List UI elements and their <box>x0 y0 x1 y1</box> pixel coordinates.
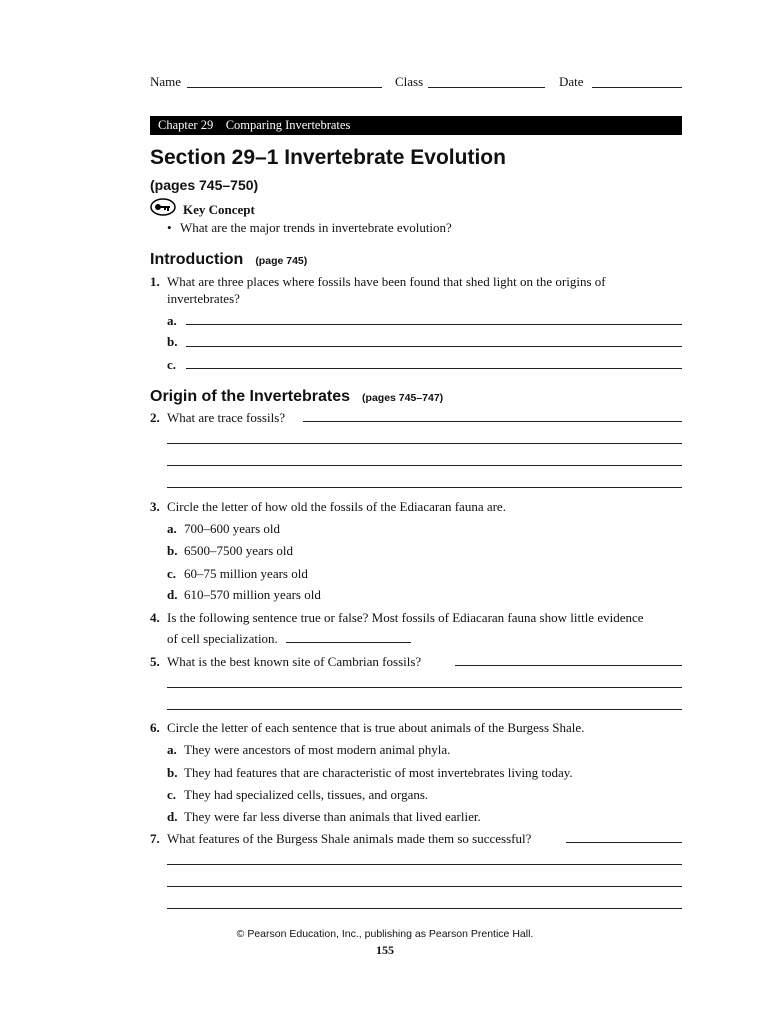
q6-option-c-letter: c. <box>167 787 177 802</box>
q5-answer-line-2[interactable] <box>167 687 682 688</box>
q7-text: What features of the Burgess Shale animals made them so successful? <box>167 831 532 846</box>
copyright-footer: © Pearson Education, Inc., publishing as Pearson Prentice Hall. <box>236 928 534 940</box>
q1-b-label: b. <box>167 334 178 349</box>
q4-text-line2: of cell specialization. <box>167 631 278 646</box>
q6-option-d-text[interactable]: They were far less diverse than animals that lived earlier. <box>184 809 481 824</box>
q3-option-b-text[interactable]: 6500–7500 years old <box>184 543 294 558</box>
q1-number: 1. <box>150 274 160 289</box>
q1-c-label: c. <box>167 357 177 372</box>
q7-answer-line-1[interactable] <box>566 842 682 843</box>
q5-text: What is the best known site of Cambrian fossils? <box>167 654 422 669</box>
name-label: Name <box>150 74 182 89</box>
q6-text: Circle the letter of each sentence that is true about animals of the Burgess Shale. <box>167 720 585 735</box>
q6-option-c-text[interactable]: They had specialized cells, tissues, and organs. <box>184 787 429 802</box>
q4-text-line1: Is the following sentence true or false? Most fossils of Ediacaran fauna show little evidence <box>167 610 644 625</box>
q7-answer-line-2[interactable] <box>167 864 682 865</box>
date-label: Date <box>559 74 584 89</box>
q3-option-a-letter: a. <box>167 521 177 536</box>
intro-heading-text: Introduction <box>150 251 244 268</box>
q2-answer-line-3[interactable] <box>167 465 682 466</box>
q6-option-b-letter: b. <box>167 765 178 780</box>
q3-option-c-letter: c. <box>167 566 177 581</box>
q6-number: 6. <box>150 720 160 735</box>
section-pages: (pages 745–750) <box>150 177 259 193</box>
q1-text-line2: invertebrates? <box>167 291 240 306</box>
q1-a-answer-line[interactable] <box>186 324 682 325</box>
origin-pages: (pages 745–747) <box>362 392 444 404</box>
key-concept-bullet: What are the major trends in invertebrate evolution? <box>180 220 452 235</box>
q3-option-d-text[interactable]: 610–570 million years old <box>184 587 321 602</box>
q3-option-a-text[interactable]: 700–600 years old <box>184 521 281 536</box>
q3-option-b-letter: b. <box>167 543 178 558</box>
q2-text: What are trace fossils? <box>167 410 286 425</box>
name-field[interactable] <box>187 87 382 88</box>
q4-number: 4. <box>150 610 160 625</box>
q4-answer-line[interactable] <box>286 642 411 643</box>
date-field[interactable] <box>592 87 682 88</box>
q5-number: 5. <box>150 654 160 669</box>
q7-answer-line-4[interactable] <box>167 908 682 909</box>
chapter-number: Chapter 29 <box>158 118 214 132</box>
class-field[interactable] <box>428 87 545 88</box>
chapter-title: Comparing Invertebrates <box>225 118 351 132</box>
q6-option-b-text[interactable]: They had features that are characteristic of most invertebrates living today. <box>184 765 573 780</box>
q3-option-d-letter: d. <box>167 587 178 602</box>
q7-answer-line-3[interactable] <box>167 886 682 887</box>
q1-c-answer-line[interactable] <box>186 368 682 369</box>
q1-text-line1: What are three places where fossils have been found that shed light on the origins of <box>167 274 606 289</box>
intro-pages: (page 745) <box>255 255 308 267</box>
page-number: 155 <box>376 943 394 957</box>
q7-number: 7. <box>150 831 160 846</box>
chapter-banner <box>150 116 682 135</box>
key-icon <box>150 198 176 216</box>
class-label: Class <box>395 74 424 89</box>
q2-number: 2. <box>150 410 160 425</box>
origin-heading <box>150 387 443 407</box>
q1-a-label: a. <box>167 313 177 328</box>
q3-text: Circle the letter of how old the fossils of the Ediacaran fauna are. <box>167 499 506 514</box>
q2-answer-line-4[interactable] <box>167 487 682 488</box>
q2-answer-line-2[interactable] <box>167 443 682 444</box>
q3-option-c-text[interactable]: 60–75 million years old <box>184 566 308 581</box>
key-concept-bullet-marker: • <box>167 220 172 235</box>
q1-b-answer-line[interactable] <box>186 346 682 347</box>
q2-answer-line-1[interactable] <box>303 421 682 422</box>
origin-heading-text: Origin of the Invertebrates <box>150 388 351 405</box>
q5-answer-line-3[interactable] <box>167 709 682 710</box>
key-concept-label: Key Concept <box>183 202 255 217</box>
q5-answer-line-1[interactable] <box>455 665 682 666</box>
intro-heading <box>150 250 307 270</box>
q6-option-a-letter: a. <box>167 742 177 757</box>
q6-option-d-letter: d. <box>167 809 178 824</box>
q6-option-a-text[interactable]: They were ancestors of most modern animal phyla. <box>184 742 451 757</box>
section-title: Section 29–1 Invertebrate Evolution <box>150 146 506 169</box>
q3-number: 3. <box>150 499 160 514</box>
